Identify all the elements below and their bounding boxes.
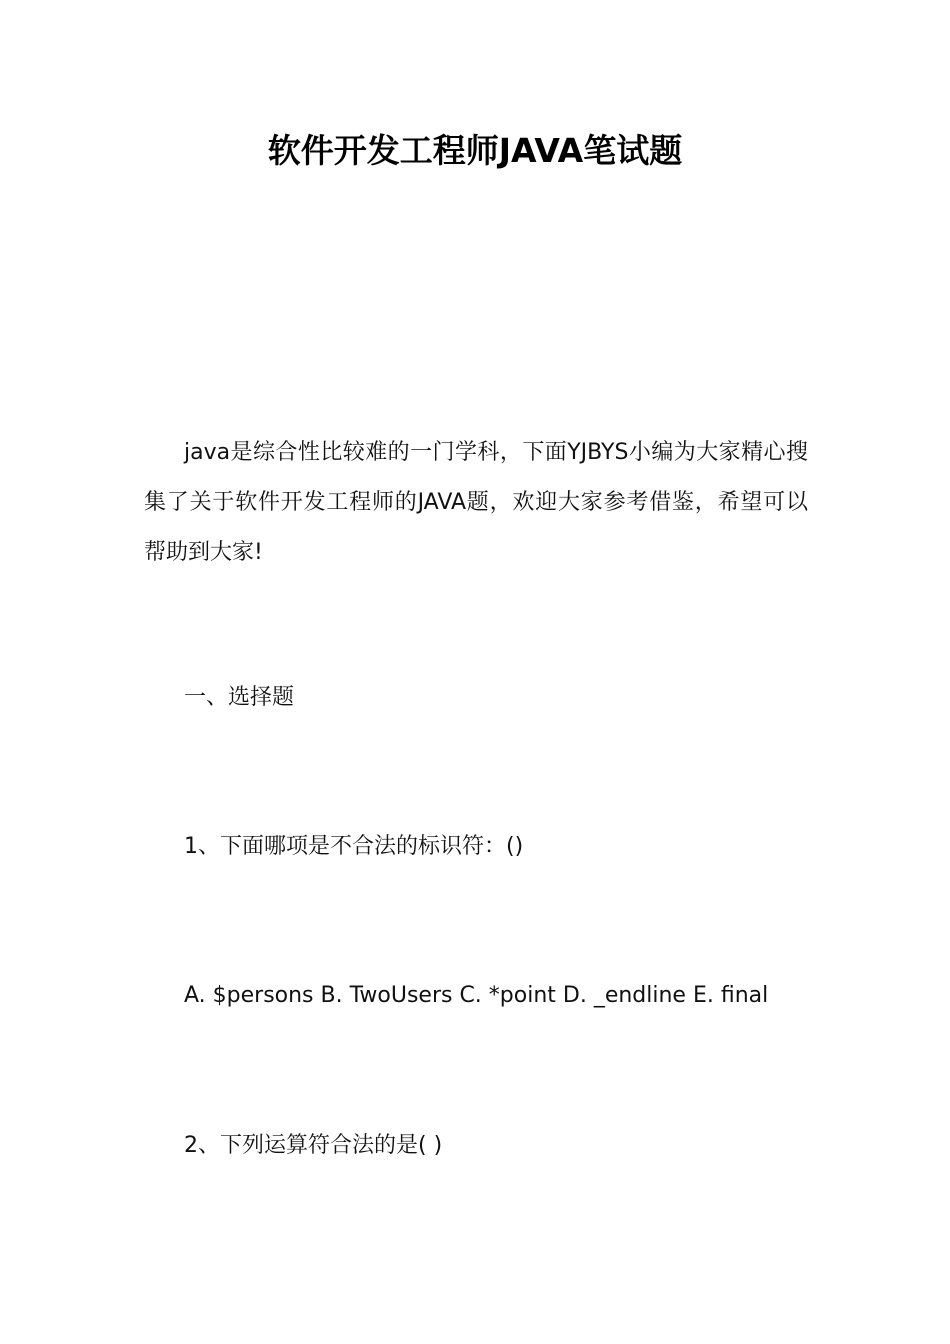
intro-paragraph: java是综合性比较难的一门学科，下面YJBYS小编为大家精心搜集了关于软件开发工程师的JAVA题，欢迎大家参考借鉴，希望可以帮助到大家! [144,440,808,565]
question-1-options: A. $persons B. TwoUsers C. *point D. _endline E. final [184,983,769,1008]
question-2: 2、下列运算符合法的是( ) [184,1133,443,1158]
section-heading: 一、选择题 [184,685,295,710]
document-title: 软件开发工程师JAVA笔试题 [267,131,683,170]
question-1: 1、下面哪项是不合法的标识符：() [184,834,524,859]
